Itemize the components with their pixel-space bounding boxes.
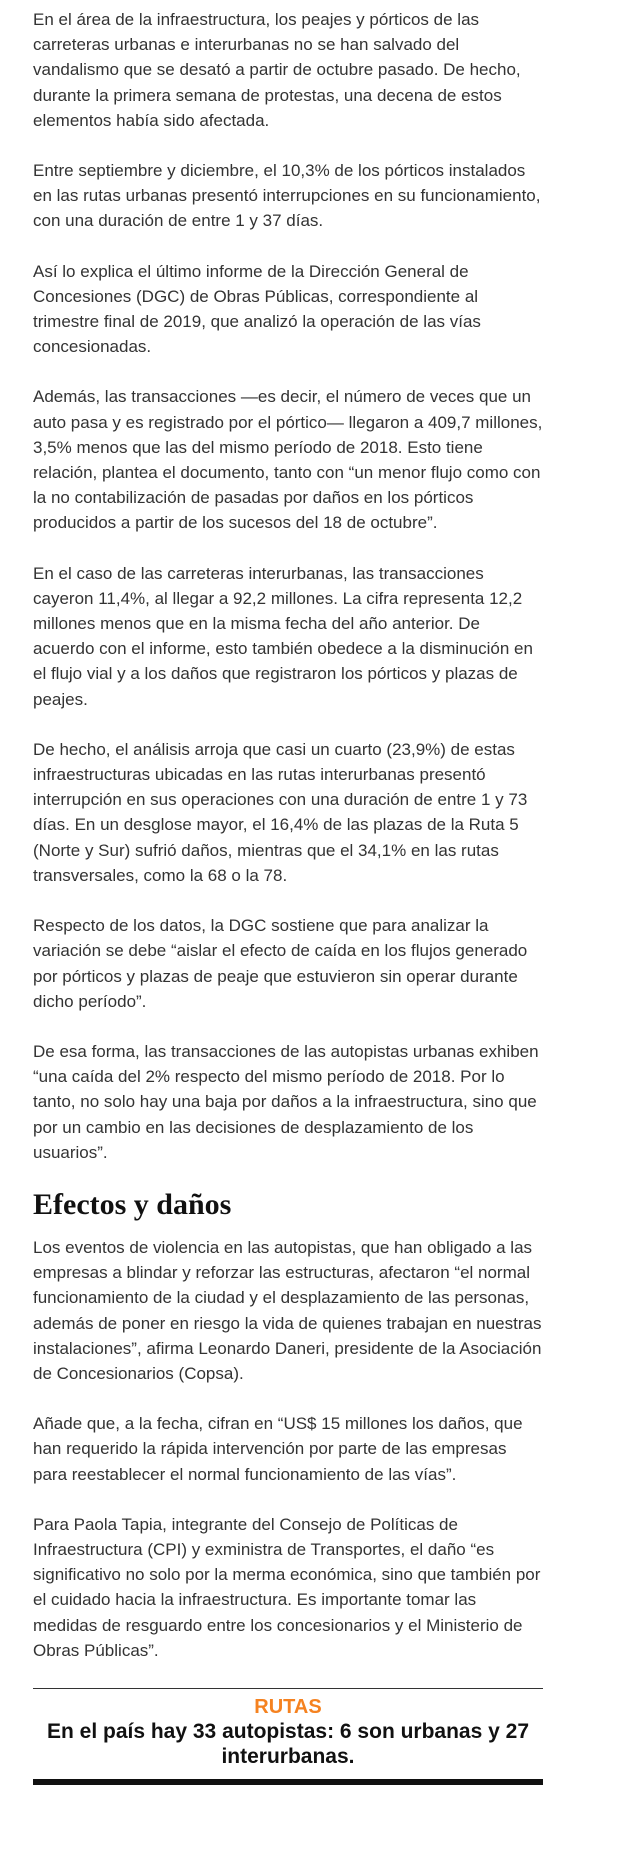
callout-label: RUTAS — [254, 1695, 322, 1718]
paragraph-1: En el área de la infraestructura, los peajes y pórticos de las carreteras urbanas e interurbanas no se han salvado del vandalismo que se desató a partir de octubre pasado. De hecho, durante la primera semana de protestas, una decena de estos elementos había sido afectada. — [33, 10, 521, 130]
callout-text: En el país hay 33 autopistas: 6 son urbanas y 27 interurbanas. — [46, 1719, 529, 1768]
paragraph-10: Añade que, a la fecha, cifran en “US$ 15 millones los daños, que han requerido la rápida intervención por parte de las empresas para reestablecer el normal funcionamiento de las vías”. — [33, 1414, 523, 1484]
paragraph-9: Los eventos de violencia en las autopistas, que han obligado a las empresas a blindar y reforzar las estructuras, afectaron “el normal funcionamiento de la ciudad y el desplazamiento de las personas, además de poner en riesgo la vida de quienes trabajan en nuestras instalaciones”, afirma Leonardo Daneri, presidente de la Asociación de Concesionarios (Copsa). — [33, 1237, 542, 1383]
callout-box — [33, 1688, 543, 1785]
section-subheading: Efectos y daños — [33, 1187, 232, 1221]
paragraph-8: De esa forma, las transacciones de las autopistas urbanas exhiben “una caída del 2% respecto del mismo período de 2018. Por lo tanto, no solo hay una baja por daños a la infraestructura, sino que por un cambio en las decisiones de desplazamiento de los usuarios”. — [33, 1041, 539, 1162]
paragraph-2: Entre septiembre y diciembre, el 10,3% de los pórticos instalados en las rutas urbanas presentó interrupciones en su funcionamiento, con una duración de entre 1 y 37 días. — [33, 161, 541, 231]
paragraph-6: De hecho, el análisis arroja que casi un cuarto (23,9%) de estas infraestructuras ubicadas en las rutas interurbanas presentó interrupción en sus operaciones con una duración de entre 1 y 73 días. En un desglose mayor, el 16,4% de las plazas de la Ruta 5 (Norte y Sur) sufrió daños, mientras que el 34,1% en las rutas transversales, como la 68 o la 78. — [33, 739, 528, 885]
paragraph-4: Además, las transacciones —es decir, el número de veces que un auto pasa y es registrado por el pórtico— llegaron a 409,7 millones, 3,5% menos que las del mismo período de 2018. Esto tiene relación, plantea el documento, tanto con “un menor flujo como con la no contabilización de pasadas por daños en los pórticos producidos a partir de los sucesos del 18 de octubre”. — [33, 387, 543, 533]
paragraph-3: Así lo explica el último informe de la Dirección General de Concesiones (DGC) de Obras Públicas, correspondiente al trimestre final de 2019, que analizó la operación de las vías concesionadas. — [33, 261, 481, 357]
article-body — [33, 7, 543, 1785]
paragraph-11: Para Paola Tapia, integrante del Consejo de Políticas de Infraestructura (CPI) y exministra de Transportes, el daño “es significativo no solo por la merma económica, sino que también por el cuidado hacia la infraestructura. Es importante tomar las medidas de resguardo entre los concesionarios y el Ministerio de Obras Públicas”. — [33, 1514, 541, 1660]
paragraph-5: En el caso de las carreteras interurbanas, las transacciones cayeron 11,4%, al llegar a 92,2 millones. La cifra representa 12,2 millones menos que en la misma fecha del año anterior. De acuerdo con el informe, esto también obedece a la disminución en el flujo vial y a los daños que registraron los pórticos y plazas de peajes. — [33, 563, 533, 709]
paragraph-7: Respecto de los datos, la DGC sostiene que para analizar la variación se debe “aislar el efecto de caída en los flujos generado por pórticos y plazas de peaje que estuvieron sin operar durante dicho período”. — [33, 916, 528, 1011]
